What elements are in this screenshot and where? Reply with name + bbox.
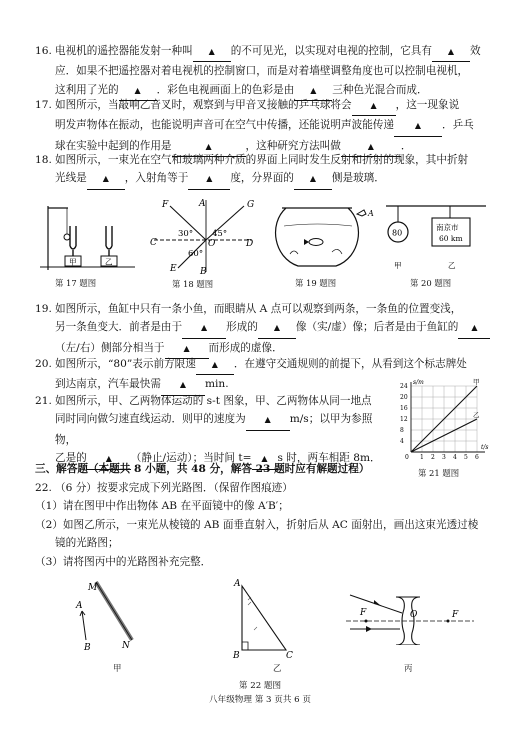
question-text: 另一条鱼变大．前者是由于 bbox=[55, 321, 183, 334]
label-f-right: F bbox=[452, 610, 459, 620]
caption-figure-21: 第 21 题图 bbox=[418, 468, 460, 478]
answer-blank[interactable] bbox=[193, 42, 231, 62]
speed-limit-value: 80 bbox=[392, 228, 403, 238]
question-number: 21. bbox=[35, 395, 52, 407]
angle-30: 30° bbox=[178, 229, 194, 239]
label-d: D bbox=[246, 239, 254, 249]
answer-blank[interactable] bbox=[394, 116, 442, 136]
question-text: 这利用了光的 bbox=[55, 83, 119, 96]
x-tick-label: 3 bbox=[442, 454, 446, 461]
question-text: ．彩色电视画面上的色彩是由 bbox=[156, 83, 295, 96]
label-f-left: F bbox=[360, 608, 367, 618]
caption-figure-18: 第 18 题图 bbox=[172, 279, 214, 289]
answer-marker: ▲ bbox=[370, 101, 377, 110]
label-e: E bbox=[170, 264, 177, 274]
figure-18-light-diagram bbox=[148, 198, 260, 276]
answer-blank[interactable] bbox=[258, 318, 296, 338]
label-b: B bbox=[233, 651, 240, 660]
y-tick-label: 20 bbox=[400, 394, 408, 401]
answer-marker: ▲ bbox=[261, 454, 268, 464]
y-tick-label: 4 bbox=[400, 438, 404, 445]
question-text: 如图所示，甲、乙两物体运动的 s-t 图象，甲、乙两物体从同一地点 bbox=[55, 395, 372, 407]
question-text: 如图所示，一束光在空气和玻璃两种介质的界面上同时发生反射和折射的现象，其中折射 bbox=[55, 154, 469, 166]
answer-marker: ▲ bbox=[273, 323, 280, 333]
question-text: m/s；以甲为参照物， bbox=[55, 413, 373, 446]
x-tick-label: 6 bbox=[475, 454, 479, 461]
sub-question-1: （1）请在图甲中作出物体 AB 在平面镜中的像 A′B′； bbox=[35, 500, 289, 513]
question-text: 如图所示，鱼缸中只有一条小鱼，而眼睛从 A 点可以观察到两条，一条鱼的位置变浅， bbox=[55, 303, 462, 315]
question-text: 如图所示，当敲响乙音叉时，观察到与甲音叉接触的乒乓球将会 bbox=[55, 99, 352, 111]
series-label: 甲 bbox=[473, 378, 480, 386]
y-tick-label: 24 bbox=[400, 383, 408, 390]
question-number: 20. bbox=[35, 358, 52, 370]
y-tick-label: 12 bbox=[400, 416, 408, 423]
question-text: 侧是玻璃． bbox=[331, 172, 385, 185]
question-22 bbox=[35, 479, 495, 571]
answer-marker: ▲ bbox=[201, 323, 208, 333]
answer-blank[interactable] bbox=[182, 318, 226, 338]
label-yi: 乙 bbox=[448, 261, 456, 270]
answer-marker: ▲ bbox=[414, 121, 422, 131]
answer-marker: ▲ bbox=[211, 360, 218, 369]
eye bbox=[357, 210, 366, 216]
label-o: O bbox=[208, 239, 216, 249]
ray-arrow-1 bbox=[374, 600, 380, 605]
answer-blank[interactable] bbox=[196, 355, 234, 375]
question-text: 形成的 bbox=[226, 321, 258, 334]
answer-marker: ▲ bbox=[205, 141, 212, 151]
answer-marker: ▲ bbox=[183, 343, 190, 353]
caption-figure-17: 第 17 题图 bbox=[55, 278, 97, 288]
angle-45: 45° bbox=[212, 229, 228, 239]
label-a: A bbox=[199, 199, 206, 209]
sub-question-2-cont: 镜的光路图； bbox=[55, 537, 119, 550]
figure-20-road-signs bbox=[386, 204, 486, 274]
label-a: A bbox=[76, 601, 83, 611]
question-number: 19. bbox=[35, 303, 52, 315]
answer-marker: ▲ bbox=[179, 380, 187, 390]
question-text: 球在实验中起到的作用是 bbox=[55, 139, 172, 152]
label-g: G bbox=[247, 200, 255, 210]
question-text: s 时，两车相距 8m． bbox=[277, 452, 381, 465]
question-19 bbox=[35, 300, 495, 359]
question-number: 18. bbox=[35, 154, 52, 166]
answer-marker: ▲ bbox=[105, 454, 112, 464]
answer-marker: ▲ bbox=[102, 174, 109, 184]
question-text: 到达南京，汽车最快需 bbox=[55, 378, 161, 391]
label-a: A bbox=[368, 209, 374, 218]
question-text: 乙是的 bbox=[55, 452, 87, 465]
section-3-heading bbox=[35, 460, 495, 478]
y-axis-label: s/m bbox=[413, 379, 424, 386]
fish bbox=[309, 239, 323, 246]
answer-blank[interactable] bbox=[87, 169, 125, 189]
question-text: ，入射角等于 bbox=[124, 172, 189, 185]
fork-jia bbox=[70, 226, 76, 256]
label-jia: 甲 bbox=[394, 261, 402, 270]
answer-blank[interactable] bbox=[246, 410, 290, 430]
question-text: 光线是 bbox=[55, 172, 87, 185]
question-text: 的不可见光，以实现对电视的控制，它具有 bbox=[230, 45, 432, 57]
answer-marker: ▲ bbox=[208, 47, 215, 56]
x-tick-label: 5 bbox=[464, 454, 468, 461]
question-text: 度，分界面的 bbox=[230, 172, 294, 185]
figure-21-st-chart bbox=[395, 378, 495, 468]
question-text: min. bbox=[204, 378, 229, 391]
answer-marker: ▲ bbox=[471, 323, 478, 333]
x-axis-label: t/s bbox=[481, 444, 489, 451]
sub-question-3: （3）请将图丙中的光路图补充完整． bbox=[35, 555, 212, 568]
right-angle-mark bbox=[242, 642, 248, 650]
series-label: 乙 bbox=[473, 411, 480, 419]
question-17 bbox=[35, 96, 495, 157]
sign-distance: 60 km bbox=[439, 234, 463, 243]
question-text: 如图所示，“80”表示前方限速 bbox=[55, 358, 196, 370]
label-f: F bbox=[162, 200, 169, 210]
label-o: O bbox=[410, 610, 418, 620]
label-c: C bbox=[150, 238, 157, 248]
mirror-surface bbox=[96, 582, 132, 640]
caption-figure-20: 第 20 题图 bbox=[410, 278, 452, 288]
label-b: B bbox=[200, 267, 207, 276]
question-text: 效 bbox=[470, 45, 481, 57]
ray-arrow-2 bbox=[366, 626, 372, 632]
answer-marker: ▲ bbox=[264, 415, 271, 425]
answer-marker: ▲ bbox=[447, 47, 455, 56]
question-text: 明发声物体在振动，也能说明声音可在空气中传播，还能说明声波能传递 bbox=[55, 119, 394, 132]
question-number: 17. bbox=[35, 99, 52, 111]
angle-60: 60° bbox=[188, 249, 204, 259]
y-tick-label: 8 bbox=[400, 427, 404, 434]
fish-bowl bbox=[276, 208, 359, 266]
answer-marker: ▲ bbox=[134, 85, 141, 95]
answer-blank[interactable] bbox=[188, 169, 230, 189]
x-tick-label: 2 bbox=[431, 454, 435, 461]
question-text: 电视机的遥控器能发射一种叫 bbox=[55, 45, 193, 57]
question-text: （6 分）按要求完成下列光路图．（保留作图痕迹） bbox=[55, 482, 293, 494]
figure-22-bing-lens bbox=[340, 585, 480, 645]
question-text: ，这种研究方法叫做 bbox=[245, 139, 341, 152]
figure-17-tuning-forks bbox=[40, 200, 140, 274]
x-tick-label: 1 bbox=[420, 454, 424, 461]
question-text: 同时同向做匀速直线运动．则甲的速度为 bbox=[55, 413, 246, 426]
answer-marker: ▲ bbox=[309, 174, 316, 184]
answer-marker: ▲ bbox=[367, 141, 374, 151]
origin-label: 0 bbox=[405, 454, 409, 461]
answer-marker: ▲ bbox=[310, 85, 317, 95]
sign-city: 南京市 bbox=[436, 223, 459, 232]
caption-figure-22: 第 22 题图 bbox=[238, 681, 282, 691]
water-surface bbox=[284, 224, 352, 226]
focus-left bbox=[365, 620, 368, 623]
question-16 bbox=[35, 42, 495, 101]
question-text: （左/右）侧部分相当于 bbox=[55, 341, 165, 354]
question-text: 像（实/虚）像；后者是由于鱼缸的 bbox=[295, 321, 459, 334]
label-a: A bbox=[234, 579, 241, 589]
label-m: M bbox=[88, 583, 98, 593]
question-text: ． bbox=[400, 139, 412, 152]
answer-blank[interactable] bbox=[352, 96, 396, 116]
figure-22-yi-prism bbox=[228, 578, 298, 660]
answer-marker: ▲ bbox=[206, 174, 213, 184]
label-yi: 乙 bbox=[105, 257, 113, 267]
figure-22-jia-mirror bbox=[70, 578, 160, 656]
page-footer: 八年级物理 第 3 页共 6 页 bbox=[209, 695, 311, 705]
question-18 bbox=[35, 151, 495, 190]
question-text: （静止/运动）；当时间 t= bbox=[130, 452, 252, 465]
question-text: 而形成的虚像． bbox=[208, 341, 283, 354]
caption-figure-19: 第 19 题图 bbox=[295, 278, 337, 288]
label-jia: 甲 bbox=[113, 663, 122, 673]
question-number: 22. bbox=[35, 482, 52, 494]
answer-blank[interactable] bbox=[294, 169, 332, 189]
fork-yi bbox=[106, 226, 112, 256]
question-text: 应．如果不把遥控器对着电视机的控制窗口，而是对着墙壁调整角度也可以控制电视机， bbox=[55, 65, 469, 78]
question-21 bbox=[35, 392, 385, 470]
label-c: C bbox=[286, 651, 293, 660]
label-b: B bbox=[84, 643, 91, 653]
question-text: ，这一现象说 bbox=[395, 99, 460, 111]
label-jia: 甲 bbox=[69, 257, 77, 267]
label-bing: 丙 bbox=[404, 663, 413, 673]
y-tick-label: 16 bbox=[400, 405, 408, 412]
plants bbox=[290, 249, 342, 254]
ping-pong-ball bbox=[64, 234, 70, 240]
section-title: 三、解答题（本题共 8 小题，共 48 分，解答 23 题时应有解题过程） bbox=[35, 463, 370, 475]
sub-question-2: （2）如图乙所示，一束光从棱镜的 AB 面垂直射入，折射后从 AC 面射出，画出这束光透过棱 bbox=[35, 518, 479, 531]
question-number: 16. bbox=[35, 45, 52, 57]
label-n: N bbox=[122, 641, 130, 651]
question-text: ．在遵守交通规则的前提下，从看到这个标志牌处 bbox=[233, 358, 467, 370]
object-ab bbox=[82, 611, 86, 640]
label-yi: 乙 bbox=[273, 663, 282, 673]
question-text: 三种色光混合而成． bbox=[332, 83, 428, 96]
answer-blank[interactable] bbox=[432, 42, 470, 62]
question-text: ．乒乓 bbox=[442, 119, 474, 132]
answer-blank[interactable] bbox=[458, 318, 490, 338]
fish-tail bbox=[304, 239, 309, 245]
x-tick-label: 4 bbox=[453, 454, 457, 461]
prism-triangle bbox=[242, 586, 286, 650]
figure-19-fish-tank bbox=[272, 202, 376, 272]
focus-right bbox=[447, 620, 450, 623]
